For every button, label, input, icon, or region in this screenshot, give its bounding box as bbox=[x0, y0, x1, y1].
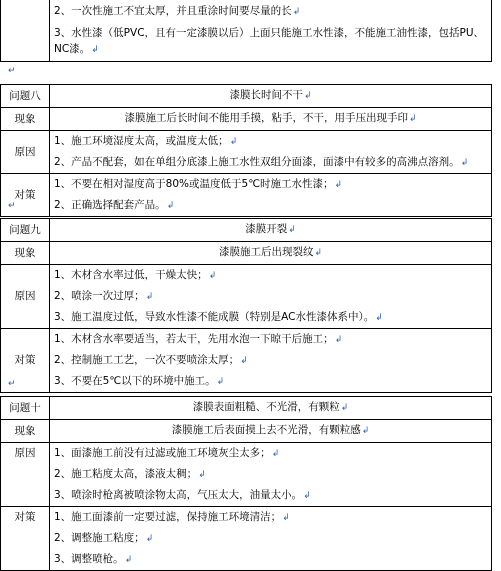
problem-9-id: 问题九 bbox=[1, 219, 50, 242]
continued-line-3: 3、水性漆（低PVC，且有一定漆膜以后）上面只能施工水性漆，不能施工油性漆，包括PU、NC漆。↲ bbox=[54, 26, 485, 55]
cause-line: 3、施工温度过低，导致水性漆不能成膜（特别是AC水性漆体系中）。↲ bbox=[54, 311, 383, 323]
problem-10-title: 漆膜表面粗糙、不光滑，有颗粒↲ bbox=[50, 397, 492, 420]
problem-9-title: 漆膜开裂↲ bbox=[50, 219, 492, 242]
table-continued bbox=[0, 0, 492, 62]
empty-label-cell bbox=[1, 0, 50, 62]
problem-8-measures bbox=[50, 174, 492, 217]
problem-10-id: 问题十 bbox=[1, 397, 50, 420]
measure-line: 2、控制施工工艺，一次不要喷涂太厚；↲ bbox=[54, 354, 248, 366]
paragraph-mark: ↵ bbox=[8, 379, 16, 389]
cause-line: 3、喷涂时枪离被喷涂物太高，气压太大，油量太小。↲ bbox=[54, 489, 311, 501]
paragraph-mark: ↵ bbox=[8, 201, 16, 211]
problem-9-cause-label: 原因 bbox=[1, 265, 50, 329]
cause-line: 2、产品不配套，如在单组分底漆上施工水性双组分面漆，面漆中有较多的高沸点溶剂。↲ bbox=[54, 156, 469, 168]
cause-line: 1、面漆施工前没有过滤或施工环境灰尘太多；↲ bbox=[54, 447, 280, 459]
problem-8-phenomenon: 漆膜施工后长时间不能用手摸，粘手，不干，用手压出现手印↲ bbox=[50, 108, 492, 131]
continued-line-2: 2、一次性施工不宜太厚，并且重涂时间要尽量的长↲ bbox=[54, 4, 301, 17]
problem-9-phenomenon-label: 现象 bbox=[1, 242, 50, 265]
problem-9-causes bbox=[50, 265, 492, 329]
problem-8-phenomenon-label: 现象 bbox=[1, 108, 50, 131]
problem-9-phenomenon: 漆膜施工后出现裂纹↲ bbox=[50, 242, 492, 265]
measure-line: 2、正确选择配套产品。↲ bbox=[54, 199, 175, 211]
problem-10-phenomenon: 漆膜施工后表面摸上去不光滑，有颗粒感↲ bbox=[50, 420, 492, 443]
measure-line: 1、施工面漆前一定要过滤，保持施工环境清洁；↲ bbox=[54, 511, 290, 523]
problem-8-id: 问题八 bbox=[1, 85, 50, 108]
paragraph-mark: ↵ bbox=[8, 66, 16, 76]
measure-line: 1、不要在相对湿度高于80%或温度低于5℃时施工水性漆；↲ bbox=[54, 178, 343, 190]
table-problem-8 bbox=[0, 84, 492, 217]
measure-line: 3、调整喷枪。↲ bbox=[54, 553, 133, 565]
problem-8-measure-label: 对策 bbox=[1, 174, 50, 217]
measure-line: 3、不要在5℃以下的环境中施工。↲ bbox=[54, 375, 225, 387]
problem-10-measure-label: 对策 bbox=[1, 507, 50, 571]
problem-9-measures bbox=[50, 329, 492, 393]
cause-line: 2、喷涂一次过厚；↲ bbox=[54, 290, 154, 302]
problem-8-title: 漆膜长时间不干↲ bbox=[50, 85, 492, 108]
problem-10-phenomenon-label: 现象 bbox=[1, 420, 50, 443]
cause-line: 1、施工环境湿度太高，或温度太低；↲ bbox=[54, 135, 238, 147]
continued-measures-cell bbox=[50, 0, 492, 62]
table-problem-9 bbox=[0, 218, 492, 393]
problem-8-causes bbox=[50, 131, 492, 174]
measure-line: 1、木材含水率要适当，若太干，先用水泡一下晾干后施工；↲ bbox=[54, 333, 343, 345]
problem-8-cause-label: 原因 bbox=[1, 131, 50, 174]
problem-9-measure-label: 对策 bbox=[1, 329, 50, 393]
cause-line: 1、木材含水率过低，干燥太快；↲ bbox=[54, 269, 217, 281]
measure-line: 2、调整施工粘度；↲ bbox=[54, 532, 154, 544]
cause-line: 2、施工粘度太高，漆液太稠；↲ bbox=[54, 468, 206, 480]
table-problem-10 bbox=[0, 396, 492, 571]
problem-10-cause-label: 原因 bbox=[1, 443, 50, 507]
problem-10-causes bbox=[50, 443, 492, 507]
problem-10-measures bbox=[50, 507, 492, 571]
